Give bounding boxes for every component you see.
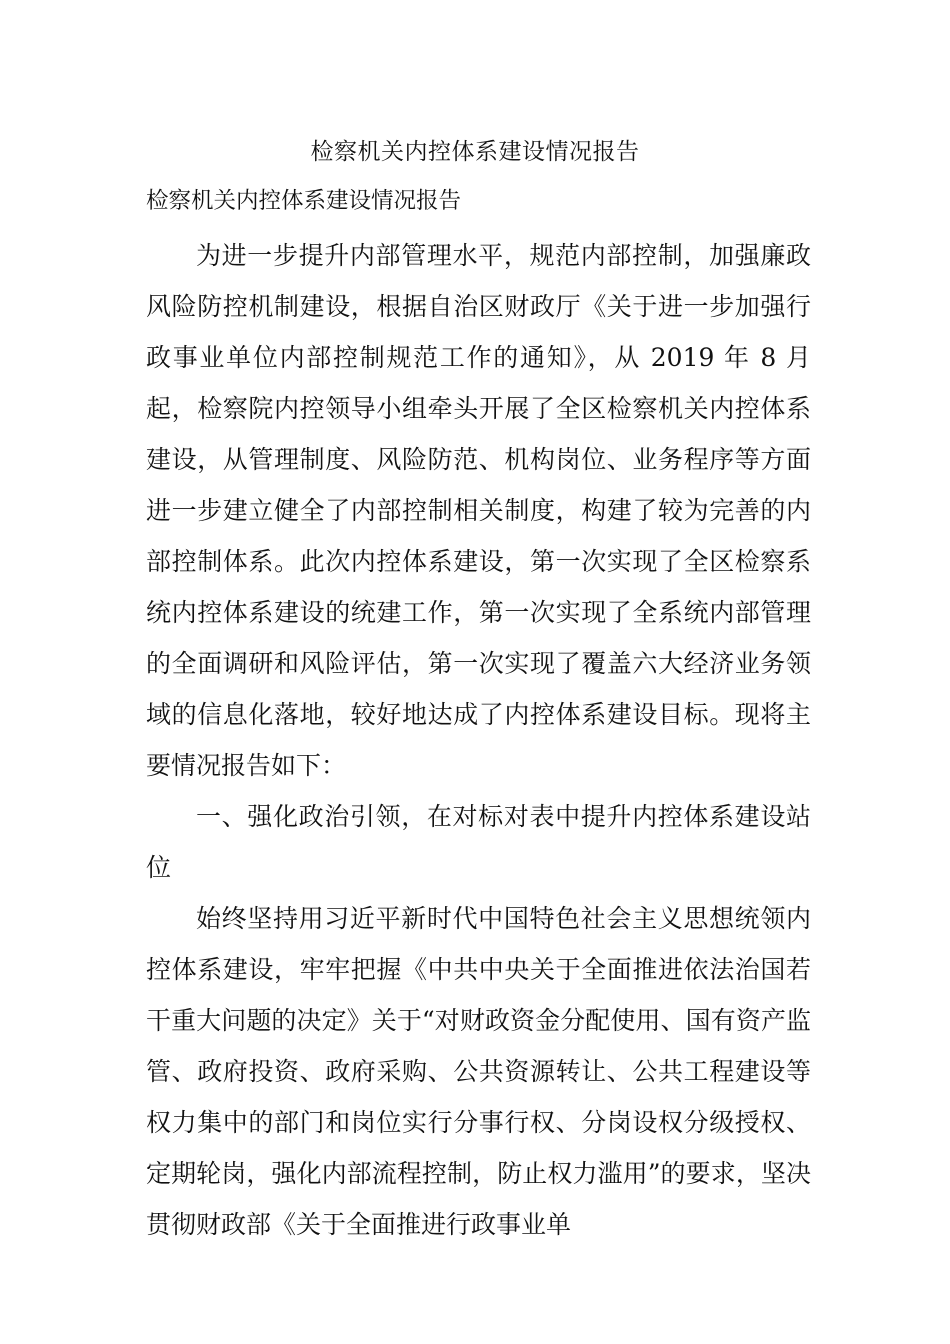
paragraph-section-1: 始终坚持用习近平新时代中国特色社会主义思想统领内控体系建设，牢牢把握《中共中央关于全面推进依法治国若干重大问题的决定》关于“对财政资金分配使用、国有资产监管、政府投资、政府采购、公共资源转让、公共工程建设等权力集中的部门和岗位实行分事行权、分岗设权分级授权、定期轮岗，强化内部流程控制，防止权力滥用”的要求，坚决贯彻财政部《关于全面推进行政事业单 [146,904,811,1239]
document-title: 检察机关内控体系建设情况报告 [310,139,640,165]
document-body [146,180,811,1250]
section-heading-1: 一、强化政治引领，在对标对表中提升内控体系建设站位 [146,802,811,882]
paragraph-intro: 为进一步提升内部管理水平，规范内部控制，加强廉政风险防控机制建设，根据自治区财政厅《关于进一步加强行政事业单位内部控制规范工作的通知》，从 2019 年 8 月起，检察院内控领导小组牵头开展了全区检察机关内控体系建设，从管理制度、风险防范、机构岗位、业务程序等方面进一步建立健全了内部控制相关制度，构建了较为完善的内部控制体系。此次内控体系建设，第一次实现了全区检察系统内控体系建设的统建工作，第一次实现了全系统内部管理的全面调研和风险评估，第一次实现了覆盖六大经济业务领域的信息化落地，较好地达成了内控体系建设目标。现将主要情况报告如下： [146,241,811,780]
document-subtitle: 检察机关内控体系建设情况报告 [146,188,462,214]
